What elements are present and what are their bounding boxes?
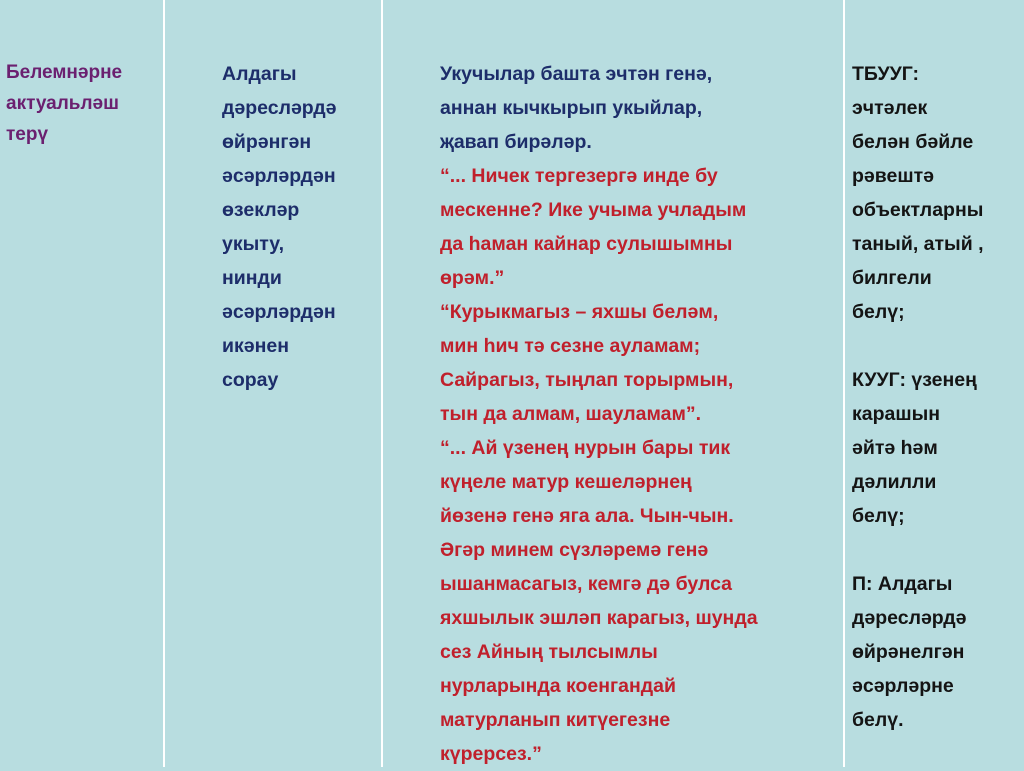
student-activity-intro: Укучылар башта эчтән генә, аннан кычкырып укыйлар, җавап бирәләр. <box>440 63 713 153</box>
outcome-tbuug: ТБУУГ: эчтәлек белән бәйле рәвештә объектларны таный, атый , билгели белү; <box>852 63 984 323</box>
teacher-activity-column <box>166 0 382 767</box>
spacer <box>852 329 1020 363</box>
student-activity-quotes: “... Ничек тергезергә инде бу мескенне? Ике учыма учладым да һаман кайнар сулышымны өрәм.” “Курыкмагыз – яхшы беләм, мин һич тә сезне ауламам; Сайрагыз, тыңлап торырмын, тын да алмам, шауламам”. “... Ай үзенең нурын бары тик күңеле матур кешеләрнең йөзенә генә яга ала. Чын-чын. Әгәр минем сүзләремә генә ышанмасагыз, кемгә дә булса яхшылык эшләп карагыз, шунда сез Айның тылсымлы нурларында коенгандай матурланып китүегезне күрерсез.” <box>440 165 758 765</box>
teacher-activity-text: Алдагы дәресләрдә өйрәнгән әсәрләрдән өзекләр укыту, нинди әсәрләрдән икәнен сорау <box>222 63 337 391</box>
learning-outcomes-column <box>846 0 1024 767</box>
outcome-kuug: КУУГ: үзенең карашын әйтә һәм дәлилли белү; <box>852 369 977 527</box>
stage-column <box>0 0 164 767</box>
outcome-p: П: Алдагы дәресләрдә өйрәнелгән әсәрләрне белү. <box>852 573 967 731</box>
student-activity-column <box>384 0 844 767</box>
stage-title: Белемнәрне актуальләш терү <box>6 62 123 145</box>
spacer <box>852 533 1020 567</box>
